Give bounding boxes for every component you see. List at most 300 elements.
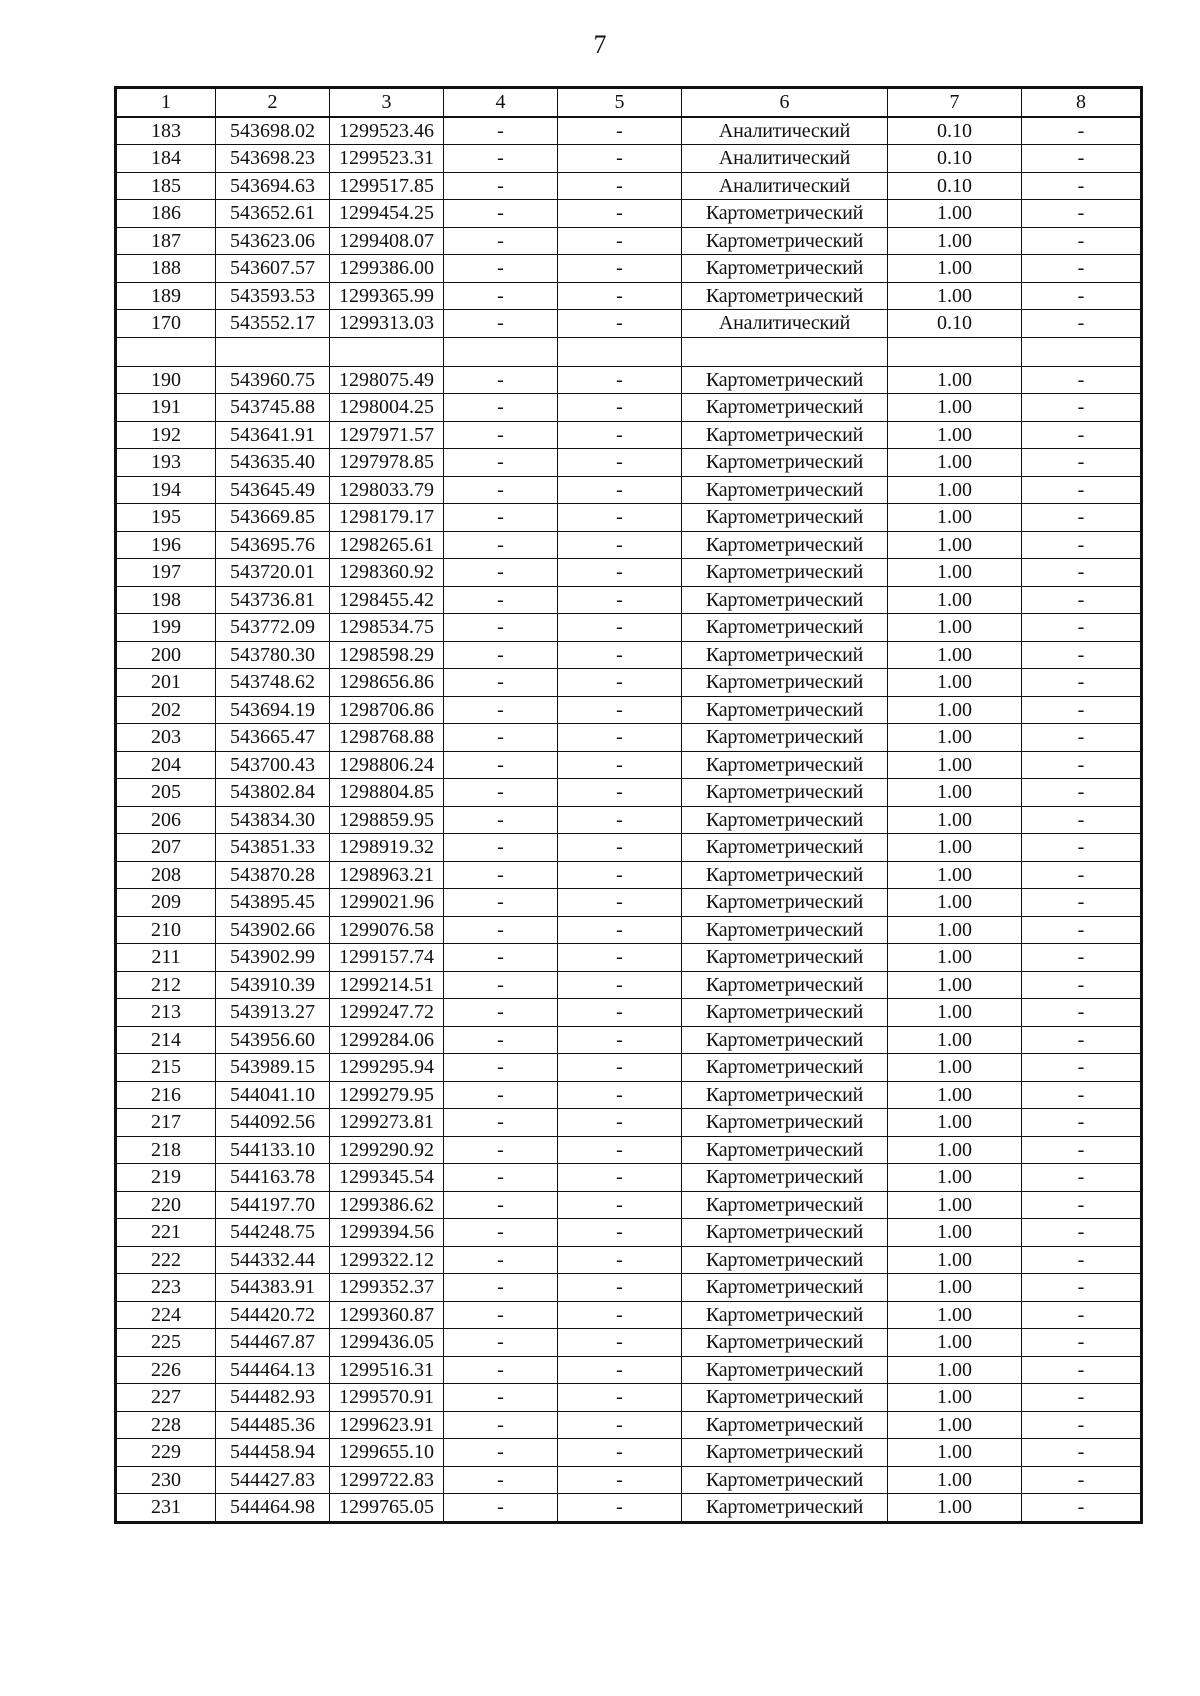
column-5-cell: - — [558, 1164, 682, 1192]
point-number-cell: 198 — [116, 586, 216, 614]
column-4-cell: - — [444, 1054, 558, 1082]
accuracy-cell: 1.00 — [888, 586, 1022, 614]
column-8-cell: - — [1022, 861, 1142, 889]
column-4-cell: - — [444, 696, 558, 724]
table-row — [116, 145, 1142, 173]
accuracy-cell: 1.00 — [888, 806, 1022, 834]
y-coordinate-cell: 1299284.06 — [330, 1026, 444, 1054]
table-row — [116, 1219, 1142, 1247]
column-8-cell: - — [1022, 1384, 1142, 1412]
table-row — [116, 861, 1142, 889]
method-cell: Картометрический — [682, 504, 888, 532]
column-4-cell: - — [444, 145, 558, 173]
column-5-cell: - — [558, 1466, 682, 1494]
x-coordinate-cell: 543802.84 — [216, 779, 330, 807]
column-8-cell: - — [1022, 614, 1142, 642]
accuracy-cell: 1.00 — [888, 916, 1022, 944]
method-cell: Картометрический — [682, 1246, 888, 1274]
x-coordinate-cell: 543652.61 — [216, 200, 330, 228]
method-cell: Картометрический — [682, 1136, 888, 1164]
x-coordinate-cell: 543851.33 — [216, 834, 330, 862]
column-5-cell: - — [558, 1301, 682, 1329]
accuracy-cell: 1.00 — [888, 1054, 1022, 1082]
x-coordinate-cell: 544383.91 — [216, 1274, 330, 1302]
y-coordinate-cell: 1299214.51 — [330, 971, 444, 999]
column-8-cell: - — [1022, 586, 1142, 614]
point-number-cell: 229 — [116, 1439, 216, 1467]
method-cell: Картометрический — [682, 586, 888, 614]
table-gap-row — [116, 337, 1142, 366]
y-coordinate-cell: 1299352.37 — [330, 1274, 444, 1302]
point-number-cell: 218 — [116, 1136, 216, 1164]
accuracy-cell: 1.00 — [888, 1246, 1022, 1274]
column-header: 8 — [1022, 88, 1142, 117]
x-coordinate-cell: 543736.81 — [216, 586, 330, 614]
method-cell: Картометрический — [682, 1164, 888, 1192]
accuracy-cell: 1.00 — [888, 669, 1022, 697]
accuracy-cell: 1.00 — [888, 255, 1022, 283]
table-row — [116, 394, 1142, 422]
point-number-cell: 207 — [116, 834, 216, 862]
column-4-cell: - — [444, 255, 558, 283]
accuracy-cell: 1.00 — [888, 1219, 1022, 1247]
column-8-cell: - — [1022, 1329, 1142, 1357]
column-5-cell: - — [558, 1494, 682, 1523]
method-cell: Картометрический — [682, 282, 888, 310]
table-row — [116, 751, 1142, 779]
column-8-cell: - — [1022, 751, 1142, 779]
column-8-cell: - — [1022, 779, 1142, 807]
column-5-cell: - — [558, 559, 682, 587]
x-coordinate-cell: 544133.10 — [216, 1136, 330, 1164]
column-4-cell — [444, 337, 558, 366]
column-4-cell: - — [444, 586, 558, 614]
accuracy-cell: 1.00 — [888, 971, 1022, 999]
point-number-cell: 219 — [116, 1164, 216, 1192]
column-header: 6 — [682, 88, 888, 117]
accuracy-cell: 1.00 — [888, 559, 1022, 587]
coordinates-table — [114, 86, 1143, 1524]
column-4-cell: - — [444, 421, 558, 449]
accuracy-cell: 1.00 — [888, 366, 1022, 394]
method-cell: Картометрический — [682, 696, 888, 724]
column-5-cell: - — [558, 1439, 682, 1467]
column-8-cell: - — [1022, 117, 1142, 145]
table-row — [116, 1026, 1142, 1054]
method-cell: Аналитический — [682, 117, 888, 145]
x-coordinate-cell: 543834.30 — [216, 806, 330, 834]
accuracy-cell: 1.00 — [888, 1136, 1022, 1164]
point-number-cell: 212 — [116, 971, 216, 999]
method-cell: Картометрический — [682, 255, 888, 283]
method-cell: Картометрический — [682, 1081, 888, 1109]
y-coordinate-cell: 1298706.86 — [330, 696, 444, 724]
column-8-cell: - — [1022, 1026, 1142, 1054]
column-4-cell: - — [444, 1494, 558, 1523]
x-coordinate-cell: 544163.78 — [216, 1164, 330, 1192]
point-number-cell: 199 — [116, 614, 216, 642]
method-cell: Картометрический — [682, 999, 888, 1027]
method-cell: Картометрический — [682, 916, 888, 944]
column-header: 1 — [116, 88, 216, 117]
y-coordinate-cell: 1299021.96 — [330, 889, 444, 917]
table-row — [116, 531, 1142, 559]
y-coordinate-cell: 1298963.21 — [330, 861, 444, 889]
point-number-cell: 187 — [116, 227, 216, 255]
accuracy-cell: 1.00 — [888, 696, 1022, 724]
x-coordinate-cell: 543552.17 — [216, 310, 330, 338]
column-4-cell: - — [444, 117, 558, 145]
column-5-cell: - — [558, 696, 682, 724]
column-5-cell: - — [558, 1411, 682, 1439]
accuracy-cell: 1.00 — [888, 1329, 1022, 1357]
point-number-cell: 188 — [116, 255, 216, 283]
column-5-cell: - — [558, 421, 682, 449]
y-coordinate-cell: 1299322.12 — [330, 1246, 444, 1274]
table-row — [116, 779, 1142, 807]
table-row — [116, 1164, 1142, 1192]
y-coordinate-cell: 1299386.62 — [330, 1191, 444, 1219]
column-8-cell: - — [1022, 1164, 1142, 1192]
x-coordinate-cell: 544041.10 — [216, 1081, 330, 1109]
column-8-cell: - — [1022, 1136, 1142, 1164]
column-8-cell: - — [1022, 421, 1142, 449]
accuracy-cell: 1.00 — [888, 1411, 1022, 1439]
column-4-cell: - — [444, 1274, 558, 1302]
column-4-cell: - — [444, 751, 558, 779]
table-row — [116, 1191, 1142, 1219]
method-cell: Картометрический — [682, 559, 888, 587]
y-coordinate-cell: 1298806.24 — [330, 751, 444, 779]
y-coordinate-cell: 1298455.42 — [330, 586, 444, 614]
table-row — [116, 1439, 1142, 1467]
method-cell: Картометрический — [682, 227, 888, 255]
column-4-cell: - — [444, 1329, 558, 1357]
method-cell: Картометрический — [682, 449, 888, 477]
column-4-cell: - — [444, 834, 558, 862]
y-coordinate-cell: 1297971.57 — [330, 421, 444, 449]
y-coordinate-cell: 1299722.83 — [330, 1466, 444, 1494]
column-8-cell: - — [1022, 834, 1142, 862]
column-8-cell: - — [1022, 531, 1142, 559]
column-5-cell: - — [558, 145, 682, 173]
column-5-cell: - — [558, 1329, 682, 1357]
x-coordinate-cell: 544092.56 — [216, 1109, 330, 1137]
point-number-cell: 193 — [116, 449, 216, 477]
y-coordinate-cell: 1299408.07 — [330, 227, 444, 255]
point-number-cell: 189 — [116, 282, 216, 310]
y-coordinate-cell: 1297978.85 — [330, 449, 444, 477]
table-row — [116, 1384, 1142, 1412]
column-8-cell: - — [1022, 1494, 1142, 1523]
accuracy-cell: 1.00 — [888, 1466, 1022, 1494]
table-row — [116, 1301, 1142, 1329]
x-coordinate-cell: 543780.30 — [216, 641, 330, 669]
y-coordinate-cell: 1299345.54 — [330, 1164, 444, 1192]
table-row — [116, 724, 1142, 752]
table-row — [116, 1109, 1142, 1137]
column-4-cell: - — [444, 614, 558, 642]
accuracy-cell: 1.00 — [888, 449, 1022, 477]
column-4-cell: - — [444, 394, 558, 422]
accuracy-cell: 1.00 — [888, 1439, 1022, 1467]
column-8-cell: - — [1022, 1411, 1142, 1439]
column-5-cell: - — [558, 834, 682, 862]
method-cell: Картометрический — [682, 1411, 888, 1439]
x-coordinate-cell: 544332.44 — [216, 1246, 330, 1274]
column-header: 2 — [216, 88, 330, 117]
table-body — [116, 117, 1142, 1523]
x-coordinate-cell: 543989.15 — [216, 1054, 330, 1082]
x-coordinate-cell: 543593.53 — [216, 282, 330, 310]
x-coordinate-cell: 544467.87 — [216, 1329, 330, 1357]
column-4-cell: - — [444, 1439, 558, 1467]
column-4-cell: - — [444, 449, 558, 477]
point-number-cell: 213 — [116, 999, 216, 1027]
table-row — [116, 200, 1142, 228]
table-row — [116, 1466, 1142, 1494]
column-8-cell: - — [1022, 1466, 1142, 1494]
accuracy-cell: 1.00 — [888, 614, 1022, 642]
table-row — [116, 1274, 1142, 1302]
point-number-cell: 223 — [116, 1274, 216, 1302]
point-number-cell: 214 — [116, 1026, 216, 1054]
column-4-cell: - — [444, 1191, 558, 1219]
column-4-cell: - — [444, 641, 558, 669]
x-coordinate-cell: 543720.01 — [216, 559, 330, 587]
x-coordinate-cell: 544485.36 — [216, 1411, 330, 1439]
method-cell: Картометрический — [682, 366, 888, 394]
accuracy-cell: 1.00 — [888, 641, 1022, 669]
method-cell: Картометрический — [682, 1494, 888, 1523]
x-coordinate-cell: 543902.99 — [216, 944, 330, 972]
y-coordinate-cell: 1299273.81 — [330, 1109, 444, 1137]
point-number-cell: 197 — [116, 559, 216, 587]
y-coordinate-cell: 1298598.29 — [330, 641, 444, 669]
x-coordinate-cell: 544427.83 — [216, 1466, 330, 1494]
column-8-cell: - — [1022, 696, 1142, 724]
table-row — [116, 227, 1142, 255]
method-cell: Картометрический — [682, 751, 888, 779]
column-5-cell: - — [558, 504, 682, 532]
column-4-cell: - — [444, 1384, 558, 1412]
method-cell: Картометрический — [682, 1191, 888, 1219]
column-8-cell: - — [1022, 394, 1142, 422]
accuracy-cell: 1.00 — [888, 504, 1022, 532]
column-5-cell: - — [558, 751, 682, 779]
point-number-cell: 210 — [116, 916, 216, 944]
table-row — [116, 971, 1142, 999]
y-coordinate-cell — [330, 337, 444, 366]
table-row — [116, 559, 1142, 587]
point-number-cell: 211 — [116, 944, 216, 972]
column-8-cell: - — [1022, 145, 1142, 173]
accuracy-cell: 1.00 — [888, 1494, 1022, 1523]
method-cell: Картометрический — [682, 1384, 888, 1412]
method-cell: Картометрический — [682, 1219, 888, 1247]
y-coordinate-cell: 1299436.05 — [330, 1329, 444, 1357]
accuracy-cell: 1.00 — [888, 227, 1022, 255]
y-coordinate-cell: 1298265.61 — [330, 531, 444, 559]
x-coordinate-cell: 543694.63 — [216, 172, 330, 200]
column-header: 5 — [558, 88, 682, 117]
column-8-cell: - — [1022, 1246, 1142, 1274]
column-4-cell: - — [444, 1109, 558, 1137]
x-coordinate-cell: 544464.13 — [216, 1356, 330, 1384]
column-5-cell: - — [558, 1384, 682, 1412]
point-number-cell: 215 — [116, 1054, 216, 1082]
accuracy-cell: 1.00 — [888, 421, 1022, 449]
column-4-cell: - — [444, 282, 558, 310]
column-8-cell: - — [1022, 1356, 1142, 1384]
column-4-cell: - — [444, 944, 558, 972]
y-coordinate-cell: 1298360.92 — [330, 559, 444, 587]
x-coordinate-cell: 544197.70 — [216, 1191, 330, 1219]
table-row — [116, 172, 1142, 200]
method-cell: Картометрический — [682, 614, 888, 642]
y-coordinate-cell: 1299157.74 — [330, 944, 444, 972]
column-5-cell: - — [558, 916, 682, 944]
column-4-cell: - — [444, 999, 558, 1027]
method-cell: Картометрический — [682, 971, 888, 999]
table-row — [116, 421, 1142, 449]
column-8-cell: - — [1022, 806, 1142, 834]
x-coordinate-cell: 544482.93 — [216, 1384, 330, 1412]
column-8-cell: - — [1022, 449, 1142, 477]
point-number-cell: 195 — [116, 504, 216, 532]
point-number-cell: 222 — [116, 1246, 216, 1274]
accuracy-cell: 1.00 — [888, 944, 1022, 972]
y-coordinate-cell: 1299076.58 — [330, 916, 444, 944]
table-header-row — [116, 88, 1142, 117]
y-coordinate-cell: 1299523.31 — [330, 145, 444, 173]
method-cell: Картометрический — [682, 1109, 888, 1137]
y-coordinate-cell: 1299394.56 — [330, 1219, 444, 1247]
table-row — [116, 1136, 1142, 1164]
table-row — [116, 614, 1142, 642]
point-number-cell: 231 — [116, 1494, 216, 1523]
accuracy-cell: 1.00 — [888, 1026, 1022, 1054]
table-row — [116, 255, 1142, 283]
table-row — [116, 999, 1142, 1027]
point-number-cell: 221 — [116, 1219, 216, 1247]
x-coordinate-cell: 543870.28 — [216, 861, 330, 889]
column-5-cell: - — [558, 1191, 682, 1219]
column-8-cell: - — [1022, 1081, 1142, 1109]
method-cell: Картометрический — [682, 1301, 888, 1329]
point-number-cell: 208 — [116, 861, 216, 889]
column-5-cell: - — [558, 1219, 682, 1247]
column-5-cell: - — [558, 394, 682, 422]
method-cell — [682, 337, 888, 366]
column-8-cell: - — [1022, 200, 1142, 228]
x-coordinate-cell: 543910.39 — [216, 971, 330, 999]
column-4-cell: - — [444, 1026, 558, 1054]
accuracy-cell: 1.00 — [888, 751, 1022, 779]
column-4-cell: - — [444, 779, 558, 807]
point-number-cell: 201 — [116, 669, 216, 697]
column-8-cell: - — [1022, 724, 1142, 752]
column-4-cell: - — [444, 724, 558, 752]
accuracy-cell: 1.00 — [888, 1164, 1022, 1192]
point-number-cell: 224 — [116, 1301, 216, 1329]
x-coordinate-cell: 543641.91 — [216, 421, 330, 449]
y-coordinate-cell: 1299454.25 — [330, 200, 444, 228]
column-8-cell: - — [1022, 944, 1142, 972]
method-cell: Картометрический — [682, 1466, 888, 1494]
column-5-cell: - — [558, 449, 682, 477]
column-8-cell — [1022, 337, 1142, 366]
point-number-cell: 192 — [116, 421, 216, 449]
accuracy-cell: 1.00 — [888, 861, 1022, 889]
column-4-cell: - — [444, 1356, 558, 1384]
column-8-cell: - — [1022, 310, 1142, 338]
column-8-cell: - — [1022, 669, 1142, 697]
y-coordinate-cell: 1298534.75 — [330, 614, 444, 642]
accuracy-cell: 1.00 — [888, 476, 1022, 504]
accuracy-cell: 1.00 — [888, 724, 1022, 752]
column-5-cell: - — [558, 1081, 682, 1109]
point-number-cell: 190 — [116, 366, 216, 394]
table-row — [116, 1081, 1142, 1109]
accuracy-cell: 1.00 — [888, 1081, 1022, 1109]
column-4-cell: - — [444, 669, 558, 697]
method-cell: Картометрический — [682, 1026, 888, 1054]
method-cell: Аналитический — [682, 310, 888, 338]
table-row — [116, 1494, 1142, 1523]
y-coordinate-cell: 1298768.88 — [330, 724, 444, 752]
y-coordinate-cell: 1298179.17 — [330, 504, 444, 532]
column-4-cell: - — [444, 559, 558, 587]
method-cell: Картометрический — [682, 421, 888, 449]
method-cell: Картометрический — [682, 1439, 888, 1467]
method-cell: Картометрический — [682, 394, 888, 422]
column-header: 4 — [444, 88, 558, 117]
column-5-cell: - — [558, 227, 682, 255]
column-4-cell: - — [444, 1301, 558, 1329]
method-cell: Картометрический — [682, 779, 888, 807]
x-coordinate-cell: 544248.75 — [216, 1219, 330, 1247]
column-5-cell: - — [558, 1026, 682, 1054]
x-coordinate-cell: 543902.66 — [216, 916, 330, 944]
column-8-cell: - — [1022, 1274, 1142, 1302]
method-cell: Картометрический — [682, 200, 888, 228]
column-8-cell: - — [1022, 476, 1142, 504]
x-coordinate-cell: 543695.76 — [216, 531, 330, 559]
accuracy-cell: 1.00 — [888, 1384, 1022, 1412]
y-coordinate-cell: 1299295.94 — [330, 1054, 444, 1082]
point-number-cell: 220 — [116, 1191, 216, 1219]
method-cell: Картометрический — [682, 724, 888, 752]
accuracy-cell — [888, 337, 1022, 366]
point-number-cell: 206 — [116, 806, 216, 834]
table-row — [116, 366, 1142, 394]
accuracy-cell: 1.00 — [888, 779, 1022, 807]
point-number-cell: 204 — [116, 751, 216, 779]
column-header: 7 — [888, 88, 1022, 117]
method-cell: Картометрический — [682, 1054, 888, 1082]
point-number-cell: 203 — [116, 724, 216, 752]
y-coordinate-cell: 1299623.91 — [330, 1411, 444, 1439]
point-number-cell: 225 — [116, 1329, 216, 1357]
point-number-cell: 205 — [116, 779, 216, 807]
x-coordinate-cell: 543645.49 — [216, 476, 330, 504]
column-4-cell: - — [444, 366, 558, 394]
x-coordinate-cell: 543694.19 — [216, 696, 330, 724]
point-number-cell: 228 — [116, 1411, 216, 1439]
column-5-cell: - — [558, 944, 682, 972]
accuracy-cell: 0.10 — [888, 172, 1022, 200]
